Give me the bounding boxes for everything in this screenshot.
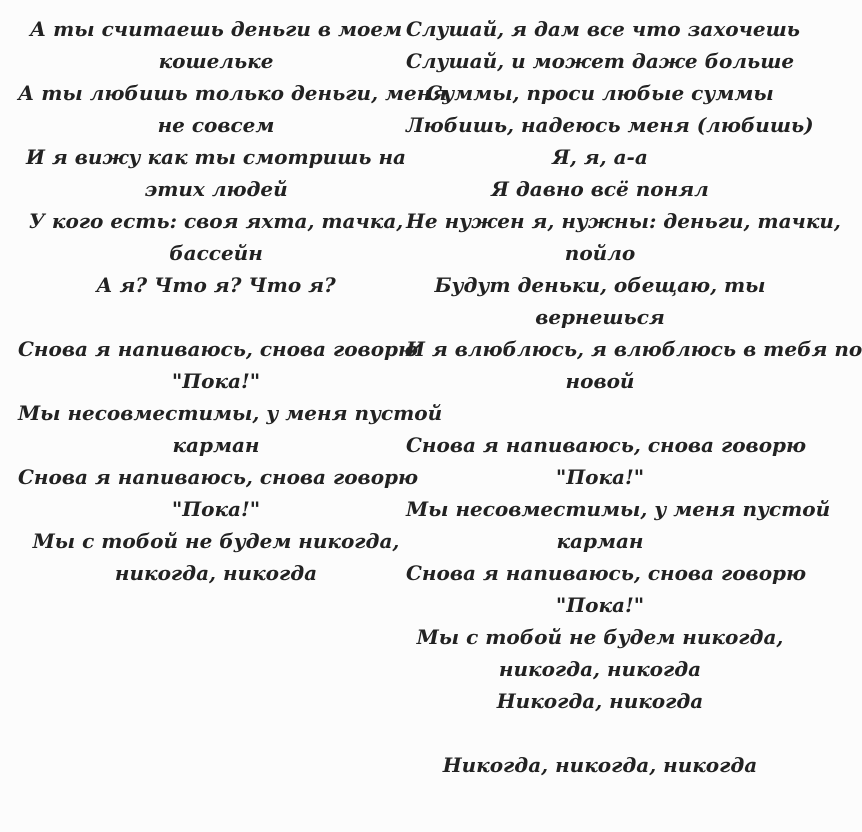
chorus-stanza <box>18 333 443 589</box>
lyric-line: никогда, никогда <box>498 657 702 681</box>
lyric-line: Мы несовместимы, у меня пустой <box>18 401 443 425</box>
lyric-line: Снова я напиваюсь, снова говорю <box>18 465 419 489</box>
chorus-stanza <box>406 429 831 717</box>
stanza-divider <box>406 717 794 749</box>
lyrics-column-right <box>406 13 862 781</box>
lyric-line: Никогда, никогда <box>496 689 704 713</box>
lyric-line: новой <box>565 369 635 393</box>
lyric-line: Мы несовместимы, у меня пустой <box>406 497 831 521</box>
lyric-line: карман <box>172 433 260 457</box>
lyric-line: "Пока!" <box>171 497 261 521</box>
lyric-line: вернешься <box>535 305 665 329</box>
lyric-line: Слушай, и может даже больше <box>406 49 795 73</box>
lyrics-column-left <box>18 13 448 589</box>
lyric-line: Снова я напиваюсь, снова говорю <box>406 433 807 457</box>
lyric-line: А ты считаешь деньги в моем <box>29 17 403 41</box>
lyric-line: "Пока!" <box>171 369 261 393</box>
lyric-line: кошельке <box>158 49 274 73</box>
stanza-divider <box>406 397 794 429</box>
lyric-line: Никогда, никогда, никогда <box>442 753 758 777</box>
lyric-line: А я? Что я? Что я? <box>96 273 336 297</box>
lyric-line: Любишь, надеюсь меня (любишь) <box>406 113 814 137</box>
lyric-line: Слушай, я дам все что захочешь <box>406 17 800 41</box>
lyric-line: И я вижу как ты смотришь на <box>26 145 406 169</box>
stanza-divider <box>18 301 414 333</box>
lyric-line: Мы с тобой не будем никогда, <box>416 625 784 649</box>
lyric-line: никогда, никогда <box>114 561 318 585</box>
lyric-line: А ты любишь только деньги, меня <box>18 81 448 105</box>
lyric-line: Я, я, а-а <box>552 145 648 169</box>
lyric-line: Не нужен я, нужны: деньги, тачки, <box>406 209 841 233</box>
lyric-line: карман <box>556 529 644 553</box>
lyric-line: "Пока!" <box>555 465 645 489</box>
lyric-line: И я влюблюсь, я влюблюсь в тебя по <box>406 337 862 361</box>
verse-stanza <box>406 13 862 397</box>
lyric-line: не совсем <box>157 113 275 137</box>
lyric-line: Будут деньки, обещаю, ты <box>434 273 766 297</box>
lyric-line: Снова я напиваюсь, снова говорю <box>406 561 807 585</box>
outro-stanza <box>406 749 794 781</box>
lyric-line: Суммы, проси любые суммы <box>426 81 774 105</box>
lyric-line: этих людей <box>144 177 288 201</box>
lyric-line: У кого есть: своя яхта, тачка, <box>28 209 404 233</box>
verse-stanza <box>18 13 448 301</box>
lyric-line: "Пока!" <box>555 593 645 617</box>
lyric-line: Снова я напиваюсь, снова говорю <box>18 337 419 361</box>
lyric-line: пойло <box>564 241 636 265</box>
lyric-line: бассейн <box>169 241 263 265</box>
lyric-line: Я давно всё понял <box>491 177 709 201</box>
lyric-line: Мы с тобой не будем никогда, <box>32 529 400 553</box>
